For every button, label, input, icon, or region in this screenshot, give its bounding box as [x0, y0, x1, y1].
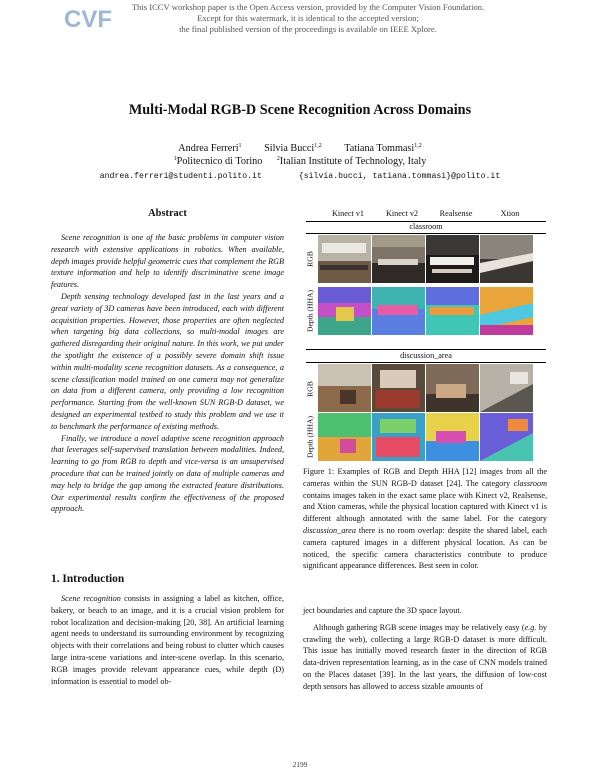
- body-paragraph: Although gathering RGB scene images may be relatively easy (e.g. by crawling the web), collecting a large RGB-D dataset is more difficult. This issue has initially moved research faster in the direction of RGB data-driven representation learning, as in the case of CNN models trained on the Places dataset [39]. In the last years, the diffusion of low-cost depth sensors has allowed to access sizable amounts of: [303, 622, 547, 691]
- classroom-rgb-image: [480, 235, 533, 283]
- row-label: Depth (HHA): [305, 290, 315, 332]
- right-column-body: [303, 605, 547, 693]
- body-paragraph: ject boundaries and capture the 3D space layout.: [303, 606, 462, 615]
- watermark-line: the final published version of the proceedings is available on IEEE Xplore.: [179, 24, 437, 35]
- affiliation: $^2$Italian Institute of Technology, Italy: [276, 156, 427, 167]
- classroom-rgb-image: [318, 235, 371, 283]
- author: Silvia Bucci$^{1,2}$: [264, 143, 322, 154]
- author: Tatiana Tommasi$^{1,2}$: [344, 143, 422, 154]
- discussion-area-depth-image: [426, 413, 479, 461]
- figure-rule: [306, 233, 546, 234]
- paper-title: Multi-Modal RGB-D Scene Recognition Across Domains: [128, 102, 472, 118]
- abstract-paragraph: Finally, we introduce a novel adaptive scene recognition approach that leverages self-supervised translation between modalities. Indeed, learning to go from RGB to depth and vice-versa is an unsupervised procedure that can be trained jointly on data of multiple cameras and may help to bridge the gap among the extracted feature distributions. Our experimental results confirm the effectiveness of the proposed approach.: [51, 433, 284, 514]
- affiliations: [0, 156, 600, 167]
- email: {silvia.bucci, tatiana.tommasi}@polito.it: [298, 172, 501, 181]
- discussion-area-rgb-image: [372, 364, 425, 412]
- watermark-line: Except for this watermark, it is identical to the accepted version;: [197, 13, 419, 24]
- cvf-logo-text: CVF: [64, 6, 112, 33]
- figure-rule: [306, 362, 546, 363]
- discussion-area-depth-image: [480, 413, 533, 461]
- introduction-paragraph: Scene recognition consists in assigning a label as kitchen, office, bakery, or beach to an image, and it is a crucial vision problem for robot localization and decision-making [20, 38]. An artificial learning agent needs to understand its surrounding environment by recognizing objects with their correlations and being robust to clutter which causes large intra-scene variations and inter-scene overlap. In this scenario, RGB images provide relevant appearance cues, while depth (D) information is essential to model ob-: [51, 594, 284, 686]
- row-label: RGB: [305, 251, 315, 267]
- author: Andrea Ferreri$^1$: [178, 143, 242, 154]
- abstract-heading: Abstract: [148, 208, 187, 219]
- abstract-body: [51, 232, 284, 515]
- classroom-depth-image: [480, 287, 533, 335]
- classroom-rgb-image: [372, 235, 425, 283]
- figure-caption: Figure 1: Examples of RGB and Depth HHA [12] images from all the cameras within the SUN RGB-D dataset [24]. The category classroom contains images taken in the exact same place with Kinect v2, Realsense, and Xtion cameras, while the physical location captured with Kinect v1 is different although annotated with the same label. For the category discussion_area there is no room overlap: despite the shared label, each camera captured images in a different physical location. As can be noticed, the specific camera characteristics contribute to produce significant appearance differences. Best seen in color.: [303, 467, 547, 571]
- classroom-depth-image: [426, 287, 479, 335]
- row-label: RGB: [305, 381, 315, 397]
- figure-camera-headers: [306, 209, 544, 221]
- watermark-notice: [118, 2, 498, 36]
- affiliation: $^1$Politecnico di Torino: [173, 156, 263, 167]
- discussion-area-depth-image: [372, 413, 425, 461]
- figure-rule: [306, 349, 546, 350]
- camera-label: Xtion: [500, 209, 520, 218]
- email: andrea.ferreri@studenti.polito.it: [99, 172, 262, 181]
- classroom-depth-image: [372, 287, 425, 335]
- page-number: 2199: [292, 760, 308, 769]
- discussion-area-rgb-image: [426, 364, 479, 412]
- abstract-paragraph: Depth sensing technology developed fast in the last years and a great variety of 3D cameras have been introduced, each with different acquisition properties. However, those properties are often neglected when targeting big data collections, so multi-modal images are gathered disregarding their original nature. In this work, we put under the spotlight the existence of a possibly severe domain shift issue within multi-modality scene recognition datasets. As a consequence, a scene classification model trained on one camera may not generalize on data from a different camera, only providing a low recognition performance. Starting from the well-known SUN RGB-D dataset, we designed an experimental testbed to study this problem and we use it to benchmark the performance of existing methods.: [51, 291, 284, 431]
- category-label: discussion_area: [400, 351, 452, 360]
- category-label: classroom: [409, 222, 443, 231]
- discussion-area-rgb-image: [318, 364, 371, 412]
- camera-label: Realsense: [439, 209, 473, 218]
- section-heading-introduction: 1. Introduction: [51, 573, 125, 585]
- watermark-line: This ICCV workshop paper is the Open Access version, provided by the Computer Vision Foundation.: [131, 2, 485, 12]
- author-list: [0, 143, 600, 154]
- classroom-rgb-image: [426, 235, 479, 283]
- introduction-body: [51, 593, 284, 687]
- cvf-logo: [62, 3, 112, 33]
- classroom-depth-image: [318, 287, 371, 335]
- author-emails: [0, 172, 600, 181]
- discussion-area-depth-image: [318, 413, 371, 461]
- row-label: Depth (HHA): [305, 416, 315, 458]
- discussion-area-rgb-image: [480, 364, 533, 412]
- camera-label: Kinect v1: [331, 209, 365, 218]
- camera-label: Kinect v2: [385, 209, 419, 218]
- abstract-paragraph: Scene recognition is one of the basic problems in computer vision research with extensive applications in robotics. When available, depth images provide helpful geometric cues that complement the RGB texture information and help to identify discriminative scene image features.: [51, 233, 284, 290]
